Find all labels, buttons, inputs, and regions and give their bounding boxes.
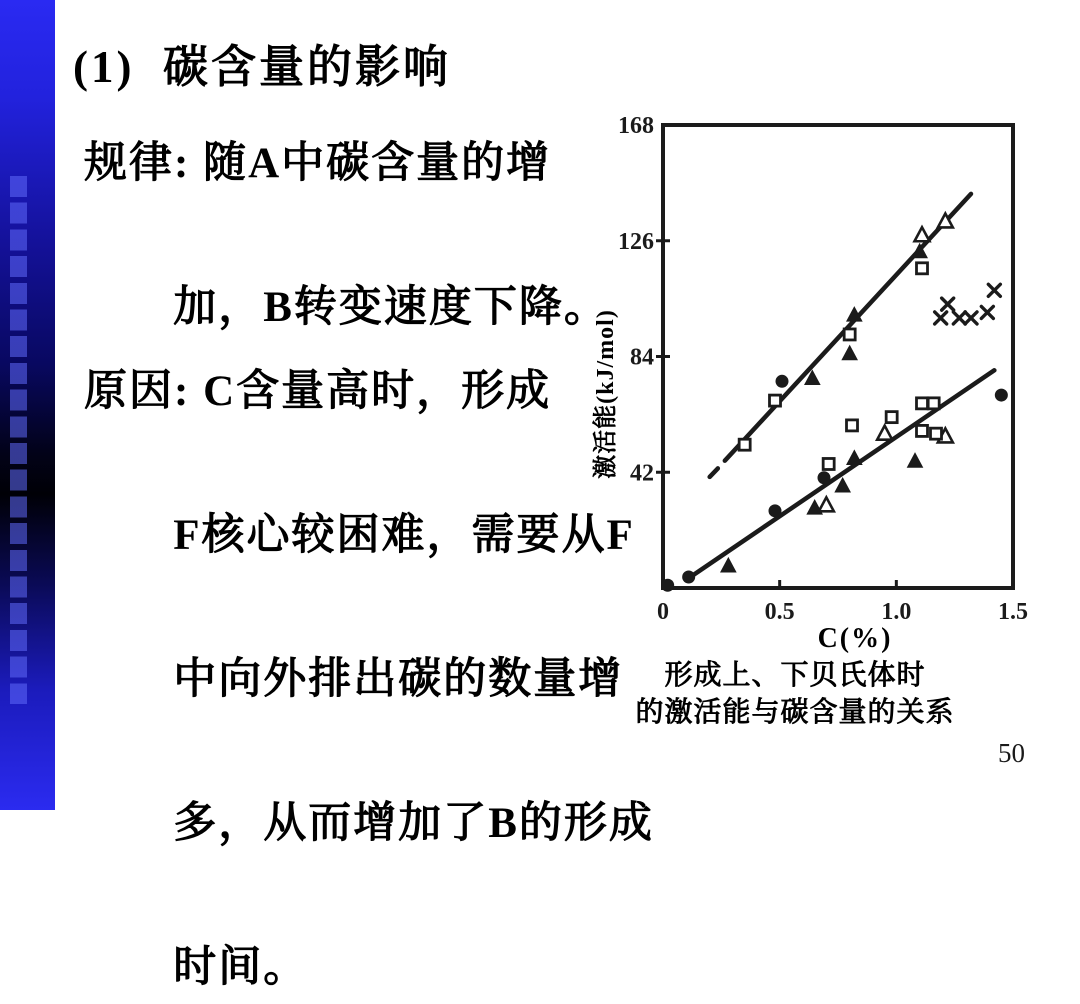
y-tick-label: 42 — [630, 460, 654, 487]
body-text — [84, 128, 654, 1004]
data-point-triangle-filled — [835, 478, 850, 492]
data-point-circle-filled — [769, 504, 782, 517]
figure-caption-line2: 的激活能与碳含量的关系 — [635, 697, 955, 728]
y-tick-label: 168 — [618, 113, 654, 139]
upper-bainite-fit — [710, 468, 718, 477]
data-point-triangle-open — [915, 227, 930, 241]
x-axis-label: C(%) — [817, 623, 893, 654]
data-point-circle-filled — [661, 579, 674, 592]
data-point-triangle-open — [877, 426, 892, 440]
figure-activation-energy — [575, 105, 1045, 745]
y-tick-label: 84 — [630, 344, 654, 371]
data-point-circle-filled — [818, 471, 831, 484]
paragraph-reason-line2: F核心较困难，需要从F — [173, 512, 635, 559]
x-tick-label: 1.5 — [998, 599, 1028, 625]
plot-frame — [663, 125, 1013, 588]
paragraph-rule-line1: 规律: 随A中碳含量的增 — [84, 140, 552, 187]
page-number: 50 — [998, 738, 1025, 768]
slide-title: (1) 碳含量的影响 — [73, 42, 451, 92]
scatter-chart — [575, 105, 1045, 653]
data-point-triangle-filled — [908, 453, 923, 467]
y-axis-label: 激活能(kJ/mol) — [593, 309, 619, 479]
sidebar-squares-pattern — [10, 176, 27, 704]
data-point-square-open — [823, 458, 834, 469]
data-point-triangle-filled — [847, 450, 862, 464]
data-point-square-open — [770, 395, 781, 406]
data-point-circle-filled — [682, 570, 695, 583]
paragraph-rule — [84, 128, 654, 344]
data-point-square-open — [917, 398, 928, 409]
data-point-circle-filled — [776, 375, 789, 388]
data-point-square-open — [917, 263, 928, 274]
paragraph-reason-line4: 多，从而增加了B的形成 — [173, 800, 654, 847]
decorative-sidebar — [0, 0, 55, 810]
figure-caption-line1: 形成上、下贝氏体时 — [664, 660, 926, 691]
y-tick-label: 126 — [618, 228, 654, 255]
data-point-square-open — [917, 425, 928, 436]
data-point-square-open — [886, 412, 897, 423]
x-tick-label: 1.0 — [881, 599, 912, 625]
lower-bainite-fit — [686, 370, 994, 579]
data-point-square-open — [847, 420, 858, 431]
data-point-triangle-filled — [721, 558, 736, 572]
paragraph-rule-line2: 加，B转变速度下降。 — [173, 284, 609, 331]
data-point-square-open — [928, 398, 939, 409]
paragraph-reason-line1: 原因: C含量高时，形成 — [84, 368, 552, 415]
paragraph-reason-line3: 中向外排出碳的数量增 — [173, 656, 624, 703]
data-point-triangle-filled — [842, 346, 857, 360]
paragraph-reason-line5: 时间。 — [173, 944, 309, 991]
data-point-square-open — [844, 329, 855, 340]
x-tick-label: 0 — [657, 599, 669, 625]
data-point-triangle-open — [819, 497, 834, 511]
data-point-circle-filled — [995, 389, 1008, 402]
data-point-square-open — [931, 428, 942, 439]
x-tick-label: 0.5 — [764, 599, 795, 625]
figure-caption — [575, 657, 1015, 731]
paragraph-reason — [84, 356, 654, 1004]
data-point-square-open — [739, 439, 750, 450]
